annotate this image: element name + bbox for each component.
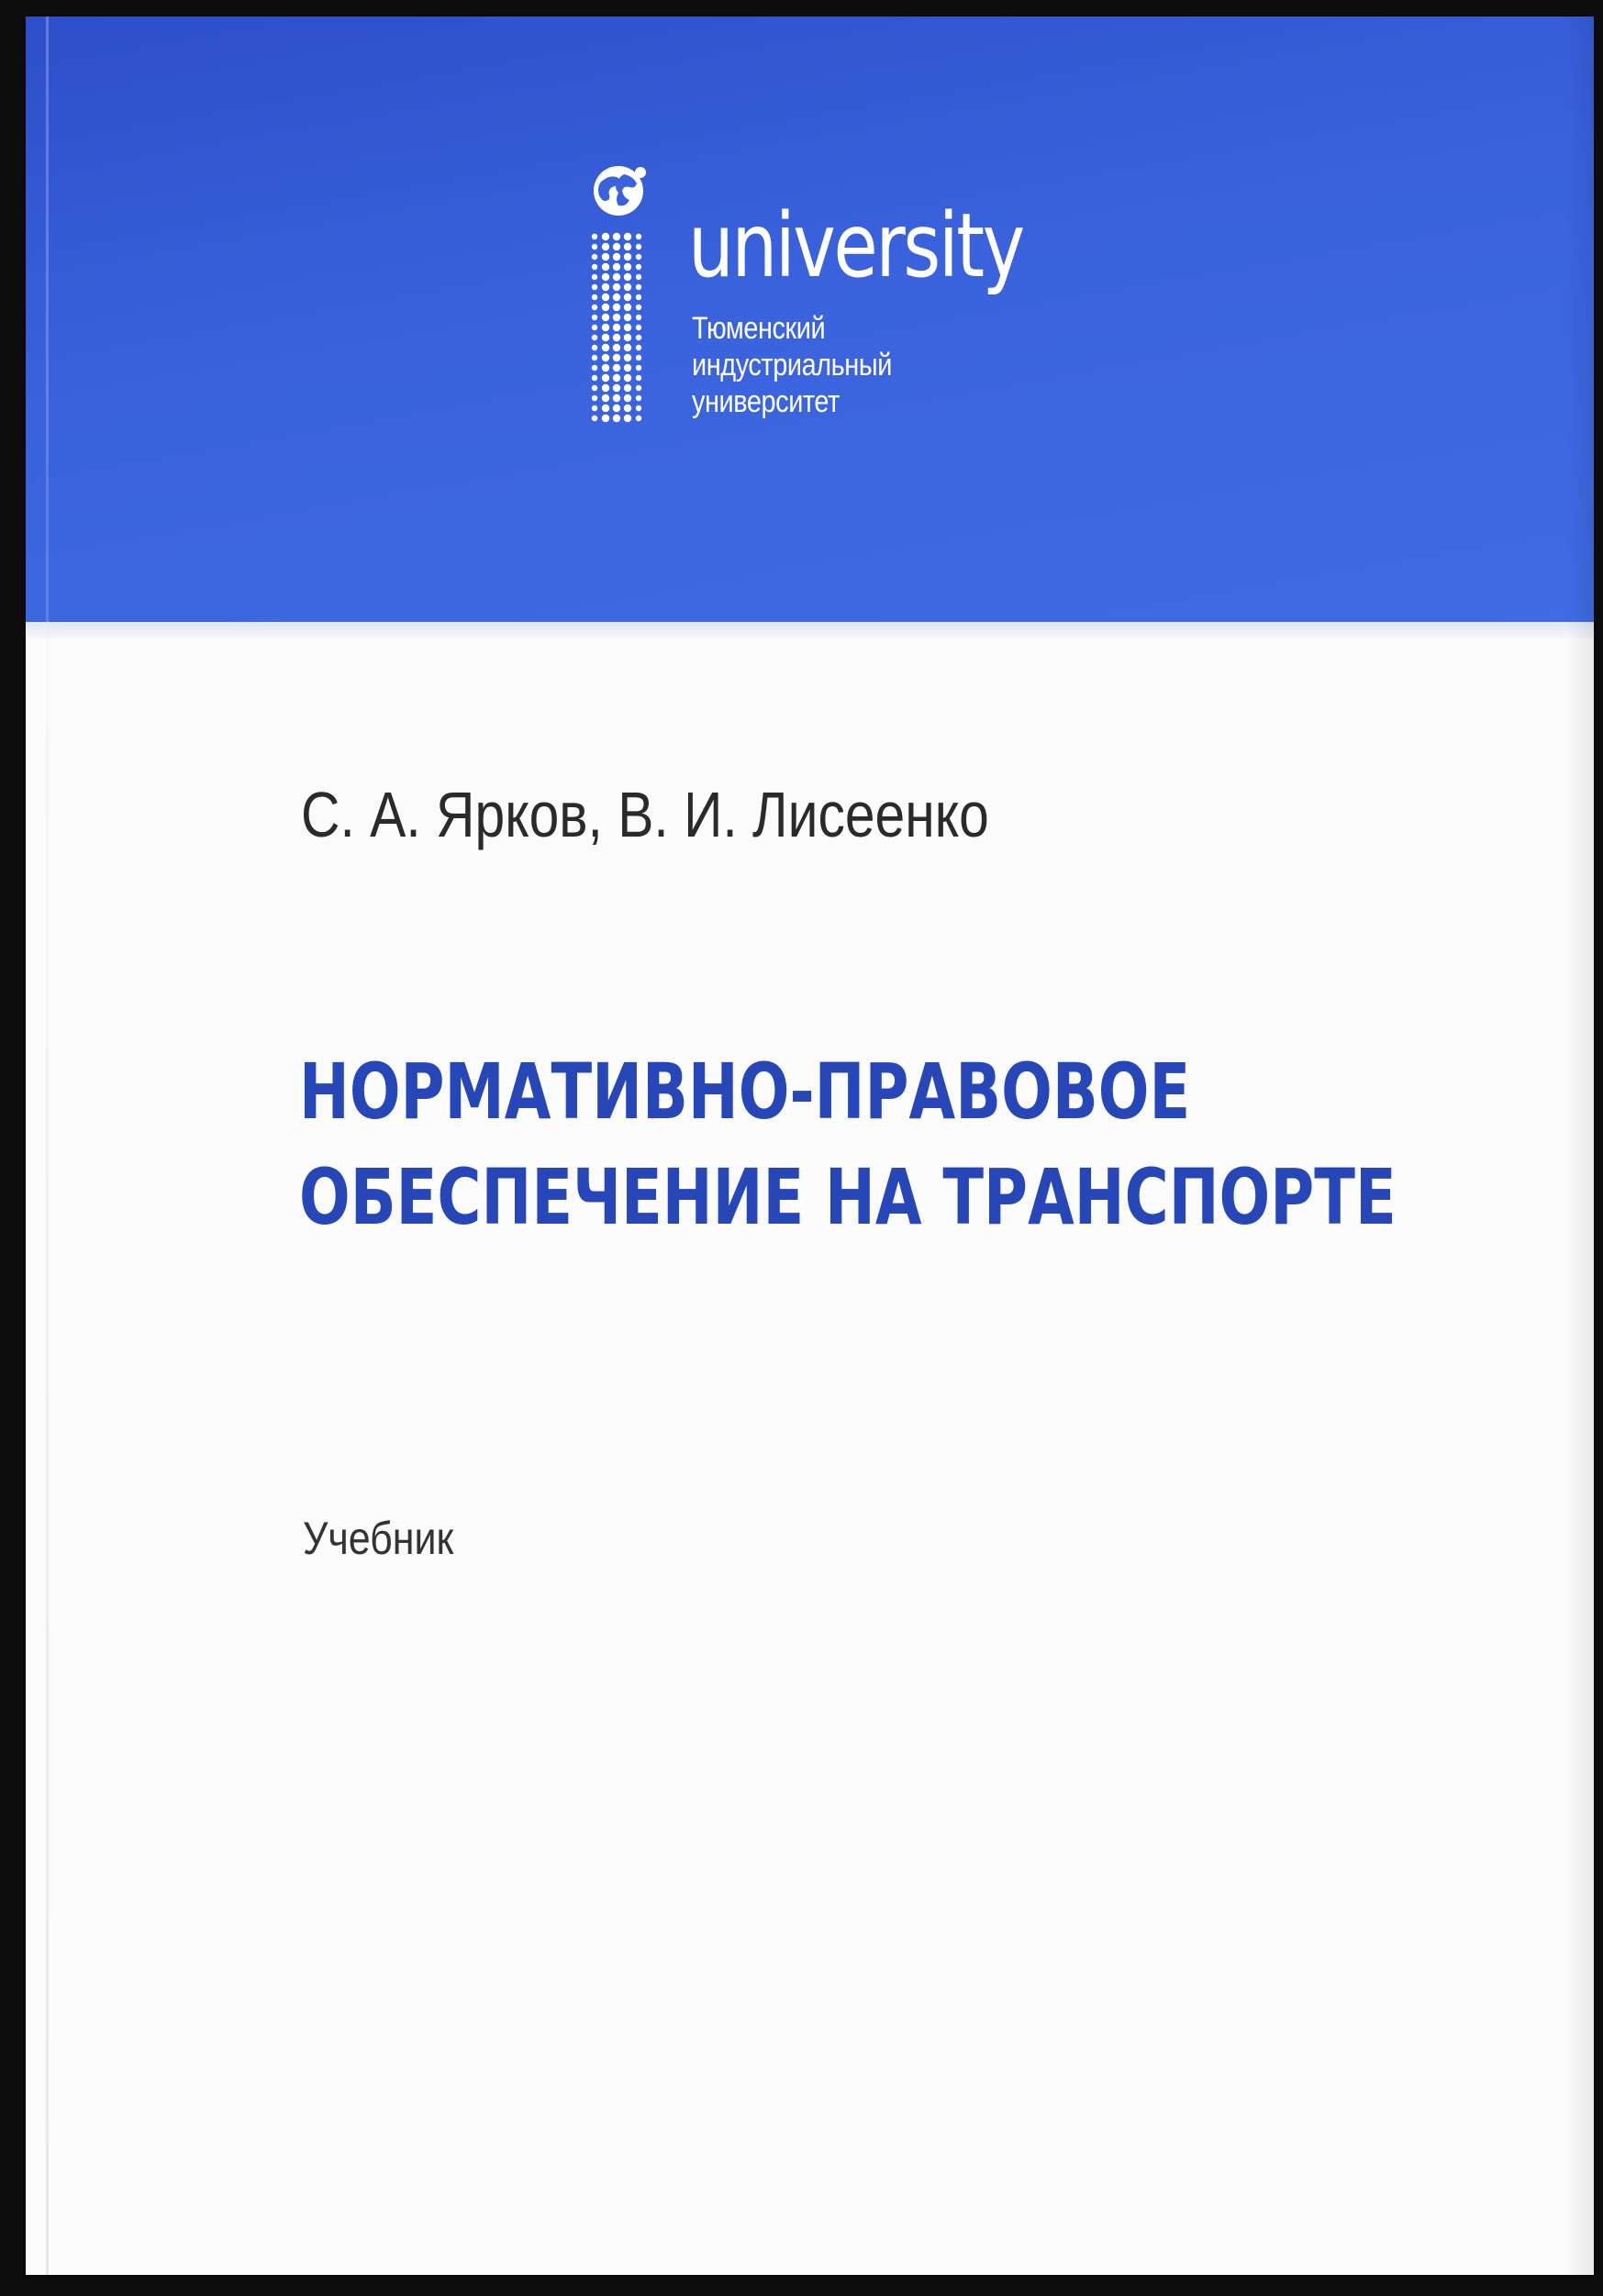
logo-dot [592,325,597,330]
logo-dot [636,294,641,300]
logo-dot [636,365,641,371]
logo-dot [602,283,609,291]
logo-dot [624,374,631,382]
logo-dot [602,405,609,412]
logo-dot [592,274,597,280]
logo-dot [624,415,631,422]
logo-dot [624,405,631,412]
logo-dot [602,344,609,351]
logo-dot [624,243,631,250]
logo-dot [636,395,641,401]
logo-dot [624,263,631,271]
logo-dot [613,374,620,382]
logo-dot [624,304,631,311]
spine-crease [46,17,49,2275]
logo-dot [602,374,609,382]
logo-dot [602,334,609,341]
title-line: НОРМАТИВНО-ПРАВОВОЕ [299,1047,1191,1137]
logo-dot [602,304,609,311]
logo-dot [636,405,641,411]
logo-dot [602,243,609,250]
logo-dot [636,264,641,270]
logo-dot [624,283,631,291]
logo-subtitle-line: университет [692,384,840,419]
logo-dot [613,283,620,291]
logo-dot [624,253,631,261]
book-cover [26,17,1594,2275]
logo-dot [624,324,631,331]
logo-dot [613,394,620,402]
logo-dot [636,335,641,340]
logo-dot [613,243,620,250]
logo-dot [592,264,597,270]
logo-dot [636,385,641,391]
logo-dot [592,416,597,421]
logo-dot [636,315,641,320]
logo-dot [636,325,641,330]
logo-dot [613,233,620,240]
logo-dot [592,365,597,371]
logo-dot [613,314,620,321]
logo-dot [613,334,620,341]
logo-dot [602,294,609,301]
genre-label: Учебник [303,1513,454,1564]
logo-dot [592,294,597,300]
logo-dot [624,294,631,301]
logo-dot [592,335,597,340]
logo-dot [636,234,641,239]
logo-dot [613,263,620,271]
logo-dot [613,253,620,261]
logo-dot [592,244,597,250]
logo-wordmark: university [688,194,1023,297]
logo-dot [592,385,597,391]
logo-dot [602,253,609,261]
logo-dot [624,344,631,351]
logo-dot [613,384,620,392]
logo-dot [602,273,609,281]
logo-dot [602,233,609,240]
logo-dot [613,294,620,301]
logo-dot [636,284,641,290]
band-edge [26,622,1594,638]
logo-dot [613,324,620,331]
book-title [299,1039,1397,1250]
logo-dot [592,254,597,260]
logo-dot [636,254,641,260]
logo-dot [624,314,631,321]
logo-dot [636,274,641,280]
logo-dot [636,416,641,421]
logo-dot [602,263,609,271]
authors: С. А. Ярков, В. И. Лисеенко [301,779,989,850]
logo-dot [592,395,597,401]
logo-dot [613,354,620,361]
logo-dot [636,345,641,350]
logo-dot [613,273,620,281]
logo-dot [602,314,609,321]
logo-dot [624,364,631,372]
logo-subtitle-line: индустриальный [692,348,892,383]
logo-dot [613,364,620,372]
logo-dot [602,364,609,372]
title-line: ОБЕСПЕЧЕНИЕ НА ТРАНСПОРТЕ [299,1152,1397,1242]
logo-dot [613,304,620,311]
logo-dot [592,315,597,320]
logo-dot [624,273,631,281]
logo-dot [602,394,609,402]
logo-dot [624,334,631,341]
page-shade [1566,17,1594,2275]
logo-dot [602,324,609,331]
logo-dot [592,405,597,411]
logo-dot [592,355,597,360]
logo-dot [624,384,631,392]
logo-dot [624,394,631,402]
logo-dot [624,354,631,361]
logo-dot [602,415,609,422]
logo-dot [592,305,597,310]
logo-dot [624,233,631,240]
logo-subtitle-line: Тюменский [692,311,826,346]
logo-dot [602,354,609,361]
logo-dot [636,244,641,250]
logo-dot [613,405,620,412]
university-logo [585,154,1099,448]
logo-dot [636,375,641,381]
logo-dot [592,345,597,350]
logo-subtitle [692,310,892,420]
logo-dot [636,305,641,310]
logo-dot [613,415,620,422]
logo-dot [592,284,597,290]
logo-dot [636,355,641,360]
logo-dot [592,234,597,239]
globe-dotted-i-icon [585,163,686,429]
logo-dot [613,344,620,351]
logo-dot [592,375,597,381]
logo-dot [602,384,609,392]
